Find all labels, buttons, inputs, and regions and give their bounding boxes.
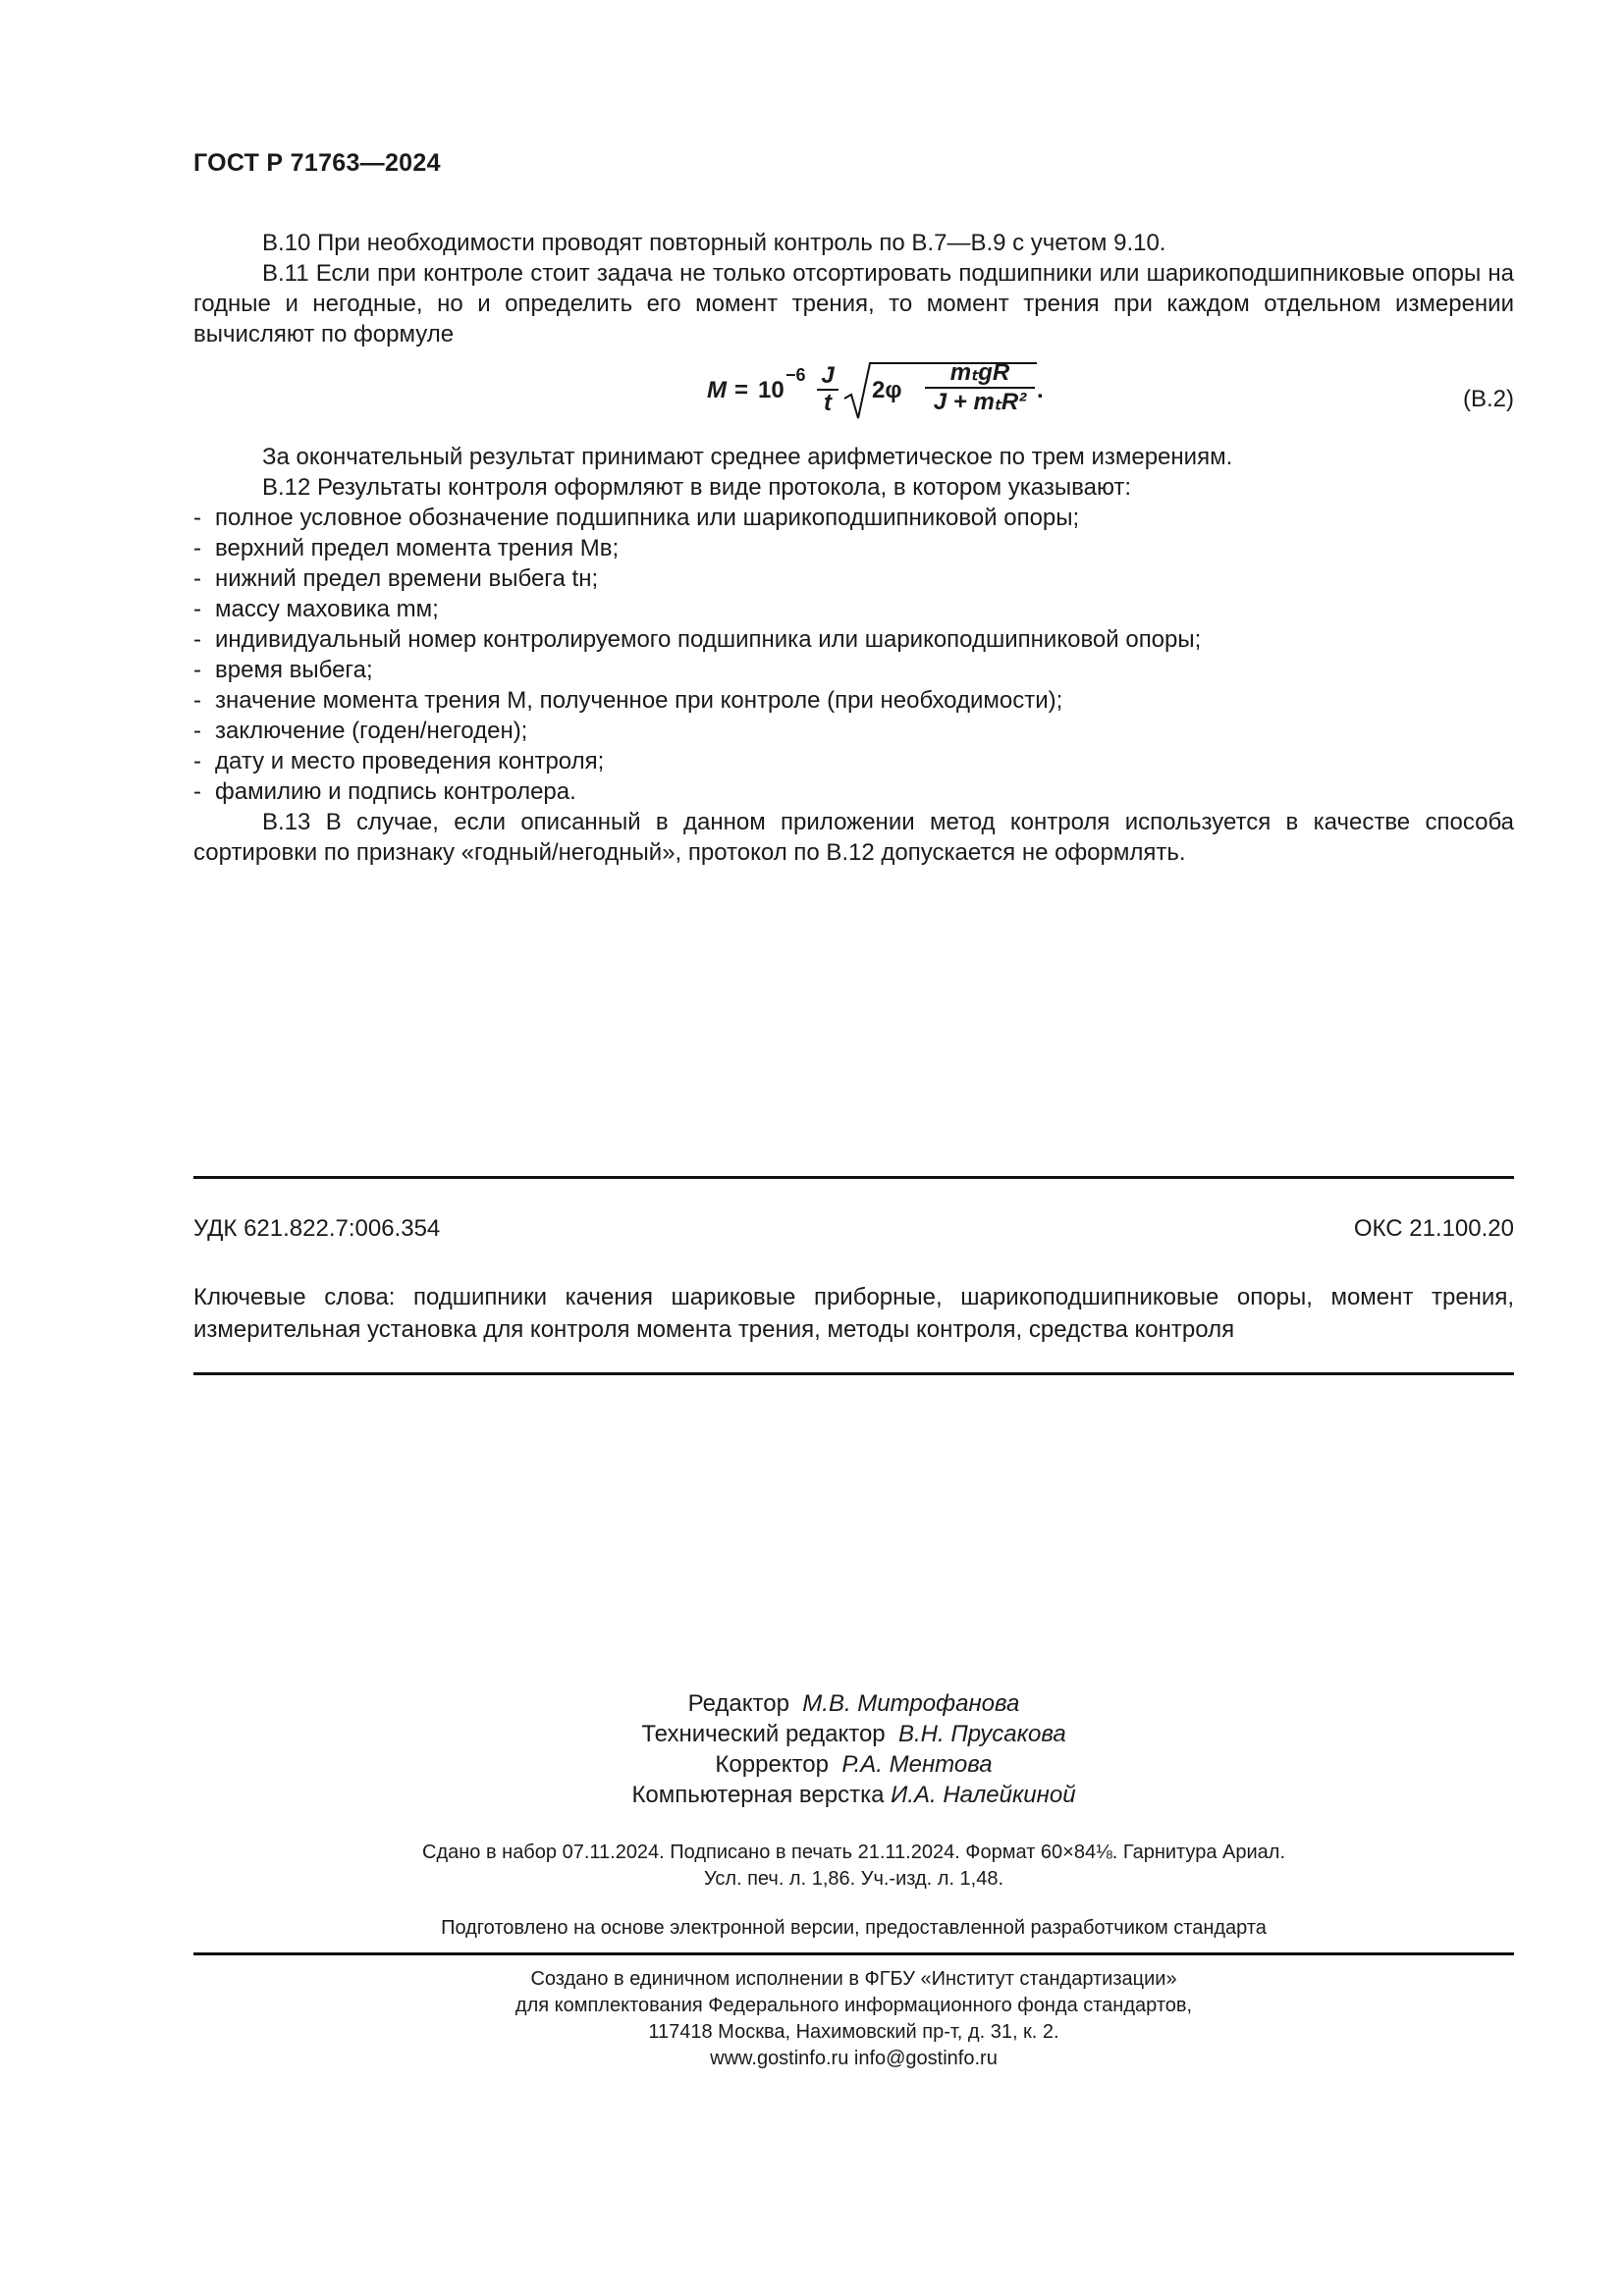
created-line-1: Создано в единичном исполнении в ФГБУ «Институт стандартизации»: [530, 1968, 1177, 1990]
formula-two-phi: 2φ: [872, 377, 902, 403]
fraction-numerator-j: J: [817, 363, 839, 391]
prepared-note: Подготовлено на основе электронной версии, предоставленной разработчиком стандарта: [441, 1917, 1267, 1939]
clause-b10: В.10 При необходимости проводят повторный контроль по В.7—В.9 с учетом 9.10.: [262, 230, 1166, 256]
list-item: - полное условное обозначение подшипника или шарикоподшипниковой опоры;: [193, 505, 1080, 531]
list-item: - фамилию и подпись контролера.: [193, 778, 576, 805]
list-item: - дату и место проведения контроля;: [193, 748, 605, 774]
created-line-2: для комплектования Федерального информационного фонда стандартов,: [514, 1995, 1193, 2016]
address: 117418 Москва, Нахимовский пр-т, д. 31, к. 2.: [648, 2021, 1059, 2043]
divider-keywords: [193, 1372, 1514, 1375]
imprint-line-1: Сдано в набор 07.11.2024. Подписано в печать 21.11.2024. Формат 60×84⅛. Гарнитура Ариал.: [422, 1842, 1285, 1863]
fraction-inner-numerator: mₜgR: [925, 359, 1035, 389]
document-id: ГОСТ Р 71763—2024: [193, 149, 441, 177]
fraction-denominator-t: t: [824, 390, 832, 416]
website-email: www.gostinfo.ru info@gostinfo.ru: [710, 2048, 998, 2069]
list-item: - массу маховика mм;: [193, 596, 439, 622]
divider-top: [193, 1176, 1514, 1179]
formula-m: M: [707, 377, 727, 403]
credit-tech-editor: Технический редактор В.Н. Прусакова: [641, 1721, 1066, 1747]
clause-b11: В.11 Если при контроле стоит задача не только отсортировать подшипники или шарикоподшипниковые опоры на годные и негодные, но и определить его момент трения, то момент трения при каждом отдельном измерении вычисляют по формуле: [193, 260, 1514, 347]
list-item: - значение момента трения M, полученное при контроле (при необходимости);: [193, 687, 1063, 714]
fraction-j-over-t: [817, 363, 839, 416]
clause-b13: В.13 В случае, если описанный в данном приложении метод контроля используется в качестве способа сортировки по признаку «годный/негодный», протокол по В.12 допускается не оформлять.: [193, 809, 1514, 866]
formula-exponent: −6: [785, 365, 806, 385]
final-result-text: За окончательный результат принимают среднее арифметическое по трем измерениям.: [262, 444, 1233, 470]
clause-b12: В.12 Результаты контроля оформляют в виде протокола, в котором указывают:: [262, 474, 1132, 501]
keywords: Ключевые слова: подшипники качения шариковые приборные, шарикоподшипниковые опоры, момент трения, измерительная установка для контроля момента трения, методы контроля, средства контроля: [193, 1284, 1514, 1343]
formula-equals: =: [734, 377, 749, 403]
list-item: - верхний предел момента трения Mв;: [193, 535, 620, 561]
credit-layout: Компьютерная верстка И.А. Налейкиной: [631, 1782, 1076, 1808]
list-item: - нижний предел времени выбега tн;: [193, 565, 599, 592]
equation-number: (В.2): [1463, 386, 1515, 412]
fraction-inner-denominator: J + mₜR²: [933, 389, 1027, 415]
list-item: - заключение (годен/негоден);: [193, 718, 528, 744]
formula-period: .: [1037, 377, 1044, 403]
oks-code: ОКС 21.100.20: [1353, 1215, 1514, 1242]
list-item: - время выбега;: [193, 657, 373, 683]
fraction-inner: [925, 359, 1035, 416]
list-item: - индивидуальный номер контролируемого подшипника или шарикоподшипниковой опоры;: [193, 626, 1202, 653]
imprint-line-2: Усл. печ. л. 1,86. Уч.-изд. л. 1,48.: [703, 1868, 1004, 1890]
udk-code: УДК 621.822.7:006.354: [193, 1215, 441, 1242]
credit-editor: Редактор М.В. Митрофанова: [687, 1690, 1020, 1717]
divider-bottom: [193, 1952, 1514, 1955]
formula-ten: 10: [758, 377, 785, 403]
credit-corrector: Корректор Р.А. Ментова: [715, 1751, 993, 1778]
